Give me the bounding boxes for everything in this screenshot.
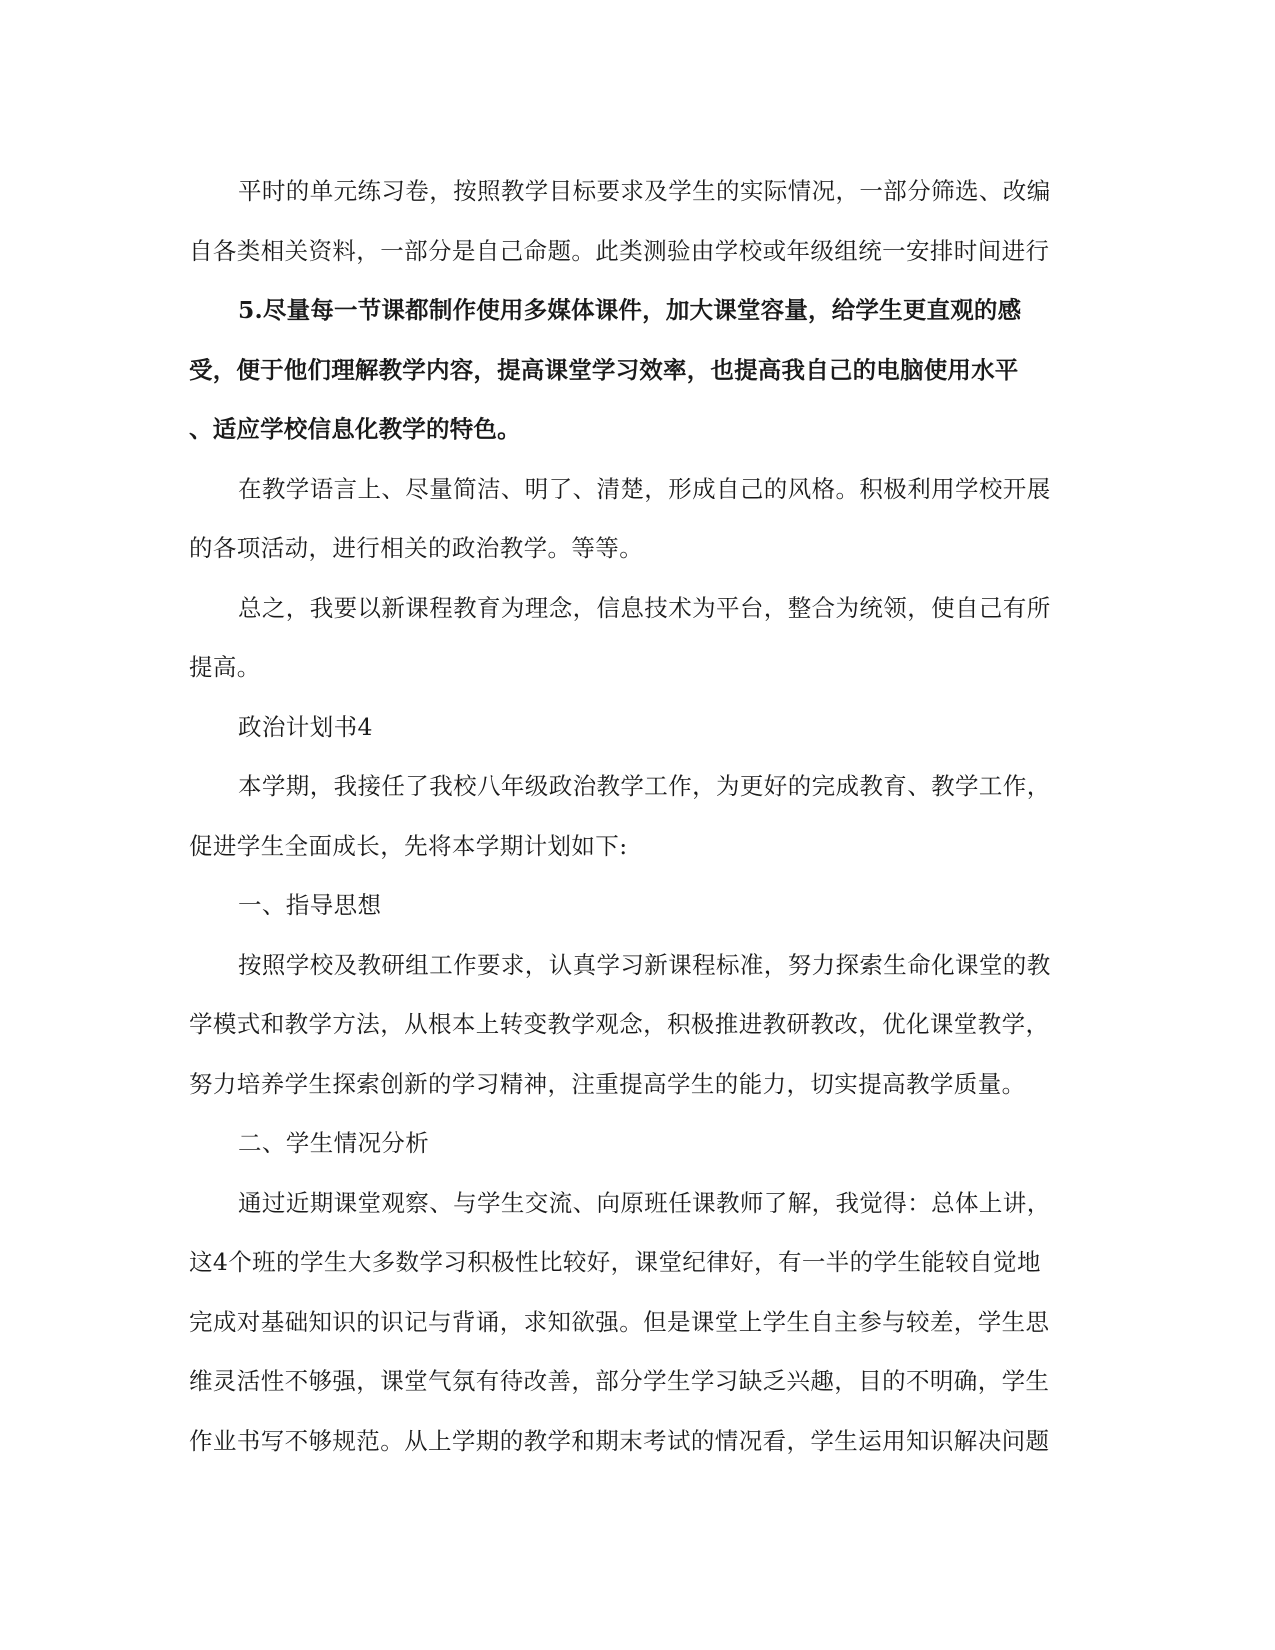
text-line: 按照学校及教研组工作要求，认真学习新课程标准，努力探索生命化课堂的教	[238, 950, 1051, 979]
text-line-bold: 5.尽量每一节课都制作使用多媒体课件，加大课堂容量，给学生更直观的感	[238, 296, 1022, 324]
text-line: 促进学生全面成长，先将本学期计划如下:	[189, 831, 628, 860]
section-title: 政治计划书4	[238, 712, 373, 741]
text-line: 作业书写不够规范。从上学期的教学和期末考试的情况看，学生运用知识解决问题	[189, 1426, 1050, 1455]
text-line: 自各类相关资料，一部分是自己命题。此类测验由学校或年级组统一安排时间进行	[189, 236, 1050, 265]
section-heading: 一、指导思想	[238, 891, 382, 919]
text-line: 努力培养学生探索创新的学习精神，注重提高学生的能力，切实提高教学质量。	[189, 1069, 1026, 1098]
text-line-bold: 、适应学校信息化教学的特色。	[189, 415, 521, 443]
text-line: 总之，我要以新课程教育为理念，信息技术为平台，整合为统领，使自己有所	[238, 593, 1051, 622]
text-line: 在教学语言上、尽量简洁、明了、清楚，形成自己的风格。积极利用学校开展	[238, 474, 1051, 503]
text-line: 提高。	[189, 653, 261, 681]
text-line: 本学期，我接任了我校八年级政治教学工作，为更好的完成教育、教学工作，	[238, 772, 1051, 800]
text-line: 学模式和教学方法，从根本上转变教学观念，积极推进教研教改，优化课堂教学，	[189, 1010, 1050, 1038]
text-line: 这4个班的学生大多数学习积极性比较好，课堂纪律好，有一半的学生能较自觉地	[189, 1248, 1041, 1276]
section-heading: 二、学生情况分析	[238, 1129, 430, 1157]
text-line-bold: 受，便于他们理解教学内容，提高课堂学习效率，也提高我自己的电脑使用水平	[189, 355, 1019, 384]
document-body	[189, 162, 1089, 1471]
text-line: 维灵活性不够强，课堂气氛有待改善，部分学生学习缺乏兴趣，目的不明确，学生	[189, 1367, 1050, 1395]
text-line: 通过近期课堂观察、与学生交流、向原班任课教师了解，我觉得：总体上讲，	[238, 1188, 1051, 1217]
text-line: 完成对基础知识的识记与背诵，求知欲强。但是课堂上学生自主参与较差，学生思	[189, 1307, 1050, 1336]
text-line: 平时的单元练习卷，按照教学目标要求及学生的实际情况，一部分筛选、改编	[238, 177, 1051, 205]
text-line: 的各项活动，进行相关的政治教学。等等。	[189, 534, 644, 562]
